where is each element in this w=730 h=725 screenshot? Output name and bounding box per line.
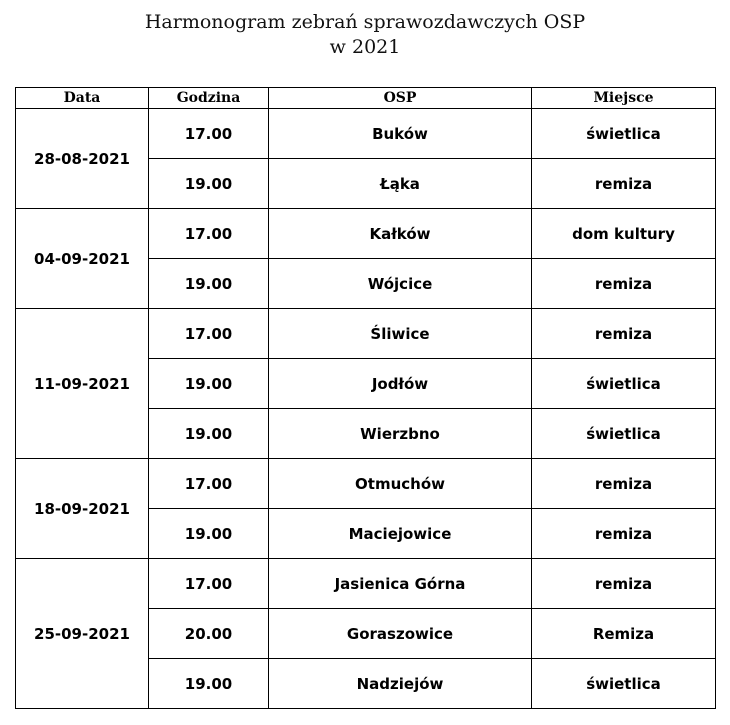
osp-cell: Nadziejów — [269, 659, 532, 709]
header-osp: OSP — [269, 88, 532, 109]
time-cell: 17.00 — [149, 209, 269, 259]
date-cell: 04-09-2021 — [16, 209, 149, 309]
place-cell: świetlica — [532, 109, 716, 159]
osp-cell: Jodłów — [269, 359, 532, 409]
time-cell: 20.00 — [149, 609, 269, 659]
osp-cell: Wierzbno — [269, 409, 532, 459]
date-cell: 28-08-2021 — [16, 109, 149, 209]
place-cell: świetlica — [532, 659, 716, 709]
osp-cell: Buków — [269, 109, 532, 159]
osp-cell: Goraszowice — [269, 609, 532, 659]
osp-cell: Maciejowice — [269, 509, 532, 559]
osp-cell: Jasienica Górna — [269, 559, 532, 609]
place-cell: remiza — [532, 509, 716, 559]
time-cell: 19.00 — [149, 509, 269, 559]
date-cell: 11-09-2021 — [16, 309, 149, 459]
time-cell: 19.00 — [149, 359, 269, 409]
table-row — [16, 309, 716, 359]
place-cell: remiza — [532, 559, 716, 609]
place-cell: dom kultury — [532, 209, 716, 259]
table-row — [16, 559, 716, 609]
time-cell: 17.00 — [149, 459, 269, 509]
schedule-table — [15, 87, 716, 709]
time-cell: 19.00 — [149, 659, 269, 709]
place-cell: Remiza — [532, 609, 716, 659]
time-cell: 17.00 — [149, 109, 269, 159]
table-body — [16, 109, 716, 709]
table-row — [16, 109, 716, 159]
time-cell: 17.00 — [149, 309, 269, 359]
time-cell: 17.00 — [149, 559, 269, 609]
place-cell: remiza — [532, 159, 716, 209]
osp-cell: Kałków — [269, 209, 532, 259]
place-cell: remiza — [532, 309, 716, 359]
time-cell: 19.00 — [149, 409, 269, 459]
place-cell: remiza — [532, 459, 716, 509]
osp-cell: Wójcice — [269, 259, 532, 309]
date-cell: 18-09-2021 — [16, 459, 149, 559]
document-subtitle-year: w 2021 — [329, 36, 401, 58]
place-cell: remiza — [532, 259, 716, 309]
time-cell: 19.00 — [149, 159, 269, 209]
document-title: Harmonogram zebrań sprawozdawczych OSP — [144, 11, 586, 33]
place-cell: świetlica — [532, 409, 716, 459]
time-cell: 19.00 — [149, 259, 269, 309]
table-row — [16, 459, 716, 509]
place-cell: świetlica — [532, 359, 716, 409]
osp-cell: Otmuchów — [269, 459, 532, 509]
header-place: Miejsce — [532, 88, 716, 109]
table-row — [16, 209, 716, 259]
table-header-row — [16, 88, 716, 109]
osp-cell: Łąka — [269, 159, 532, 209]
header-date: Data — [16, 88, 149, 109]
header-time: Godzina — [149, 88, 269, 109]
date-cell: 25-09-2021 — [16, 559, 149, 709]
osp-cell: Śliwice — [269, 309, 532, 359]
